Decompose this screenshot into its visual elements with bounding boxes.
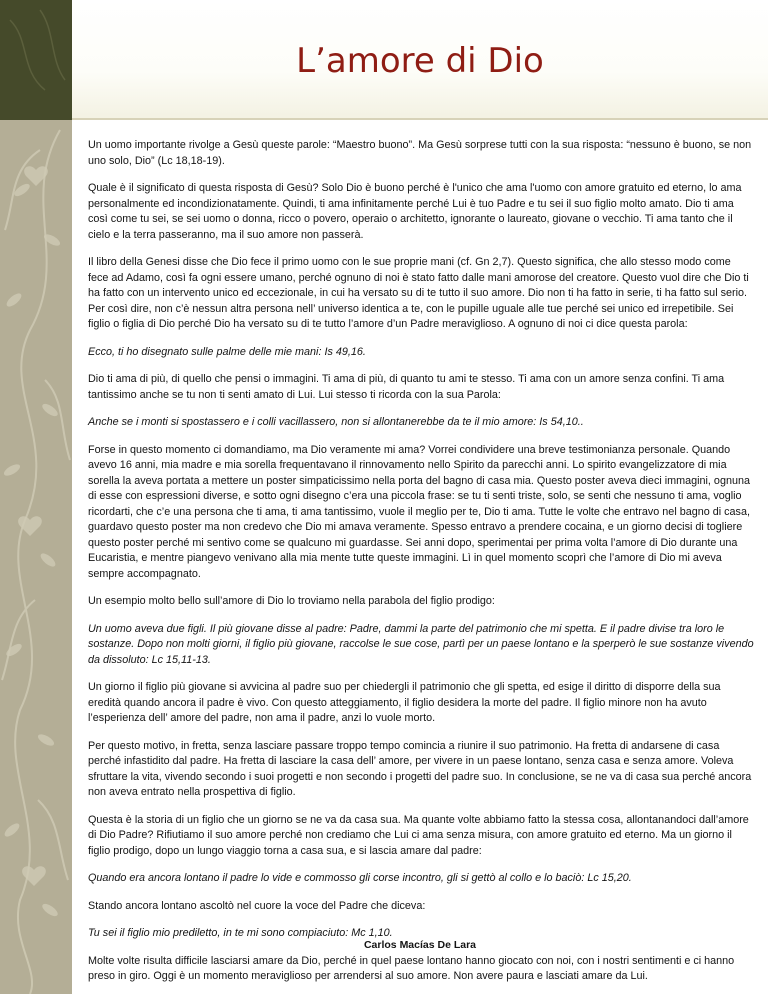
- body-paragraph: Per questo motivo, in fretta, senza lasciare passare troppo tempo comincia a riunire il suo patrimonio. Ha fretta di andarsene di casa perché infastidito dal padre. Ha fretta di lasciare la casa dell’ amore, per vivere in un paese lontano, senza casa e senza amore. Voleva sfruttare la vita, vivendo secondo i suoi progetti e non secondo i progetti del padre suo. In conclusione, se ne va di casa sua perché ancora non aveva entrato nella prospettiva di figlio.: [88, 739, 752, 798]
- body-paragraph: Un giorno il figlio più giovane si avvicina al padre suo per chiedergli il patrimonio che gli spetta, ed esige il diritto di disporre della sua eredità quando ancora il padre è vivo. Con questo atteggiamento, il figlio desidera la morte del padre. Il figlio minore non ha avuto l’esperienza dell’ amore del padre, non ama il padre, anzi lo vuole morto.: [88, 681, 721, 724]
- scripture-quote: Quando era ancora lontano il padre lo vide e commosso gli corse incontro, gli si gettò al collo e lo baciò: Lc 15,20.: [88, 872, 632, 884]
- body-paragraph: Un esempio molto bello sull’amore di Dio lo troviamo nella parabola del figlio prodigo:: [88, 595, 495, 607]
- scripture-quote: Ecco, ti ho disegnato sulle palme delle mie mani: Is 49,16.: [88, 345, 366, 358]
- scripture-quote: Tu sei il figlio mio prediletto, in te mi sono compiaciuto: Mc 1,10.: [88, 927, 393, 939]
- body-paragraph: Molte volte risulta difficile lasciarsi amare da Dio, perché in quel paese lontano hanno giocato con noi, con i nostri sentimenti e ci hanno preso in giro. Oggi è un momento meraviglioso per arrendersi al suo amore. Non avere paura e lasciati amare da Lui.: [88, 954, 735, 982]
- page-title: L’amore di Dio: [296, 41, 544, 81]
- floral-ornament: [0, 0, 72, 994]
- scripture-quote: Anche se i monti si spostassero e i colli vacillassero, non si allontanerebbe da te il mio amore: Is 54,10..: [88, 416, 584, 428]
- body-paragraph: Quale è il significato di questa risposta di Gesù? Solo Dio è buono perché è l'unico che ama l'uomo con amore gratuito ed eterno, lo ama personalmente ed incondizionatamente. Quindi, ti ama infinitamente perché Lui è tuo Padre e tu sei il suo figlio molto amato. Dio ti ama così come tu sei, se sei uomo o donna, ricco o povero, operaio o architetto, ignorante o laureato, giovane o vecchio. Ti ama tanto che il cielo e la terra passeranno, ma il suo amore non passerà.: [88, 182, 742, 241]
- body-paragraph: Forse in questo momento ci domandiamo, ma Dio veramente mi ama? Vorrei condividere una breve testimonianza personale. Quando avevo 16 anni, mia madre e mia sorella frequentavano il rinnovamento nello Spirito da parecchi anni. Lo spirito evangelizzatore di mia sorella la aveva portata a mettere un poster simpaticissimo nella porta del bagno di casa mia. Questo poster aveva dieci immagini, ognuna di esse con espressioni diverse, e sotto ogni disegno c’era una piccola frase: se tu ti senti triste, solo, se senti che nessuno ti ama, voglio ricordarti, che c’e una persona che ti ama, ti ama tantissimo, vuole il meglio per te, Dio ti ama. Tutte le volte che entravo nel bagno di casa, guardavo questo poster ma non credevo che Dio mi amava veramente. Spesso entravo a prendere cocaina, e un giorno decisi di togliere questo poster perché mi sentivo come se qualcuno mi guardasse. Sei anni dopo, sperimentai per prima volta l’amore di Dio durante una Eucaristia, e mentre piangevo venivano alla mia mente tutte queste immagini. Lì in quel momento scoprì che l’amore di Dio mi aveva sempre accompagnato.: [88, 443, 750, 580]
- article-body: [88, 138, 754, 997]
- decorative-sidebar: [0, 0, 72, 994]
- body-paragraph: Dio ti ama di più, di quello che pensi o immagini. Ti ama di più, di quanto tu ami te stesso. Ti ama con un amore senza confini. Ti ama tantissimo anche se tu non ti senti amato di Lui. Lui stesso ti ricorda con la sua Parola:: [88, 373, 725, 401]
- author-signature: Carlos Macías De Lara: [363, 939, 477, 951]
- body-paragraph: Questa è la storia di un figlio che un giorno se ne va da casa sua. Ma quante volte abbiamo fatto la stessa cosa, allontanandoci dall’amore di Dio Padre? Rifiutiamo il suo amore perché non crediamo che Lui ci ama senza misura, con amore gratuito ed eterno. Ma un giorno il figlio prodigo, dopo un lungo viaggio torna a casa sua, e si lascia amare dal padre:: [88, 813, 749, 857]
- body-paragraph: Il libro della Genesi disse che Dio fece il primo uomo con le sue proprie mani (cf. Gn 2,7). Questo significa, che allo stesso modo come fece ad Adamo, così fa ogni essere umano, perché ognuno di noi è stato fatto dalle mani amorose del creatore. Questo vuol dire che Dio ti ha fatto con un intervento unico ed eccezionale, in cui ha versato su di te tutto il suo amore. Dio non ti ha fatto in serie, ti ha fatto sul serio. Per così dire, non c’è nessun altra persona nell’ universo identica a te, con le pupille uguale alle tue perché sei unico ed irrepetibile. Sei figlio o figlia di Dio perché Dio ha versato su di te tutto l’amore d’un Padre meraviglioso. A ognuno di noi ci dice questa parola:: [88, 256, 749, 330]
- scripture-quote: Un uomo aveva due figli. Il più giovane disse al padre: Padre, dammi la parte del patrimonio che mi spetta. E il padre divise tra loro le sostanze. Dopo non molti giorni, il figlio più giovane, raccolse le sue cose, partì per un paese lontano e la sperperò le sue sostanze vivendo da dissoluto: Lc 15,11-13.: [88, 622, 754, 666]
- body-paragraph: Un uomo importante rivolge a Gesù queste parole: “Maestro buono”. Ma Gesù sorprese tutti con la sua risposta: “nessuno è buono, se non uno solo, Dio” (Lc 18,18-19).: [88, 139, 752, 167]
- title-divider: [72, 118, 768, 120]
- body-paragraph: Stando ancora lontano ascoltò nel cuore la voce del Padre che diceva:: [88, 899, 426, 912]
